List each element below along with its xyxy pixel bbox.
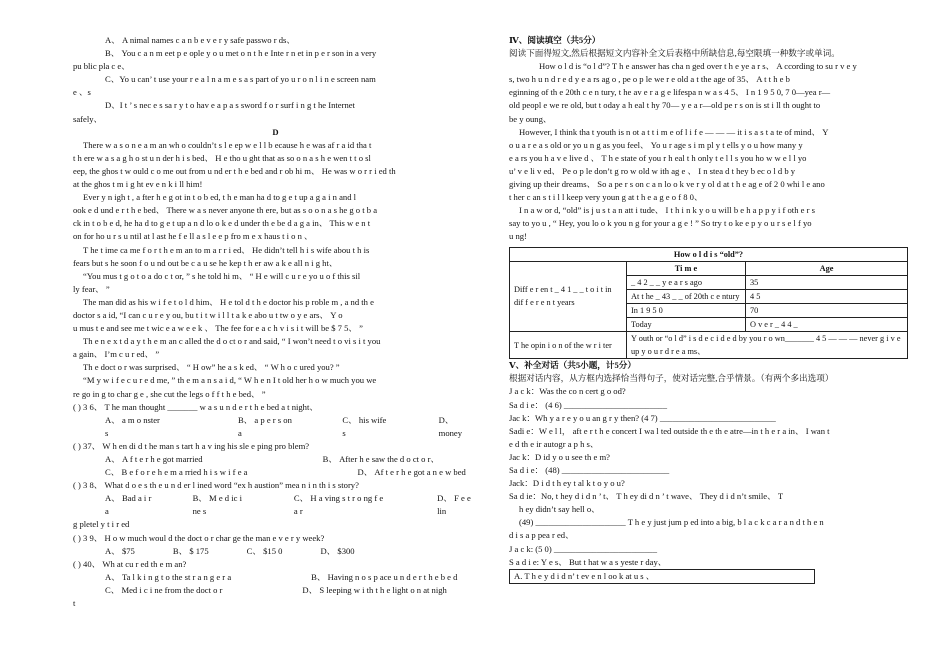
answer-option: A、 $75 [105,545,135,556]
table-header-row [510,261,908,275]
passage-line: t h ere w a s a g h o st u n der h i s bed、 H e tho u ght that as so o n a s h e wen t t o sl [73,152,371,163]
dialogue-line: J a c k：Was the co n cert g o od? [509,386,626,397]
age-cell: 4 5 [746,289,908,303]
reading-line: s, two h u n d r e d y e a rs ag o , pe o p le we r e old a t the age of 35、 A t t h e b [509,74,790,85]
passage-line: u mus t e and see me t wic e a w e e k 、 The fee for e a c h v i s i t will be $ 7 5、 ” [73,323,363,334]
answer-option: A、 Bad a i r a [105,493,152,517]
option-box: A. T h e y d i d n’ t ev e n l oo k at u s 、 [509,569,815,584]
col-age: Age [746,261,908,275]
dialogue-line: S a d i e: Y e s、 But t hat w a s yeste r day、 [509,556,667,567]
question-options [73,492,478,518]
passage-line: “You mus t g o t o a do c t or, ” s he told hi m、 “ H e will c u r e yo u o f this sil [83,270,361,281]
option-line: pu blic pla c e、 [73,61,130,72]
left-column [73,34,478,610]
answer-option: B、 Having n o s p ace u n d e r t h e b e d [311,571,458,582]
question-options [73,584,478,597]
section4-title: Ⅳ、阅读填空（共5分） [509,35,601,45]
question-line: g pletel y t i r ed [73,519,130,530]
question-options [73,571,478,584]
section5-instructions: 根据对话内容，从方框内选择恰当得句子，使对话完整,合乎情景。（有两个多出选项） [509,373,834,384]
info-table [509,247,908,360]
dialogue-line: Jack：D i d t h ey t al k t o y o u? [509,478,625,489]
question-line: ( ) 3 9、 H o w much woul d the doct o r char ge the man e v e r y week? [73,532,325,543]
reading-line: t her c an s t i l l keep very youn g at t h e a g e o f 8 0、 [509,192,703,203]
passage-line: fears but s he soon f o u nd out be c a u se he kep t h er aw a k e all n i g ht、 [73,257,338,268]
answer-option: D、 money [438,414,463,438]
passage-line: a gain、 I’m c u r ed、 ” [73,349,160,360]
reading-line: I n a w or d, “old” is j u s t a n att i tude、 I t h i n k y o u will b e h a p p y i f oth e r s [519,205,815,216]
passage-line: Th e n e x t d a y t h e m an c alled the d o ct o r and said, “ I won’t need t o vi s i t you [83,336,381,347]
option-line: C、Yo u can’ t use your r e a l n a m e s a s part of yo u r o n l i n e screen nam [105,74,376,85]
answer-option: C、 B e f o r e h e m a rried h i s w i f e a [105,467,248,478]
age-cell: 35 [746,275,908,289]
reading-line: old peopl e we re old, but t oday a h eal t hy 70— y e a r—old pe r s on is st i ll th ought to [509,100,821,111]
col-time: Ti m e [627,261,746,275]
answer-option: B、 a p e r s on a [237,414,292,438]
dialogue-line: (49) _____________________ T h e y just jum p ed into a big, b l a c k c a r a n d t h e n [519,517,824,528]
passage-line: eep, the ghos t w ould c o me out from u nd er t h e bed and r ob hi m、 He was w o r r i ed th [73,165,396,176]
answer-option: D、 S leeping w i th t h e light o n at nigh [302,584,447,595]
time-cell: At t he _ 43 _ _ of 20th c e ntury [627,289,746,303]
question-options [73,414,478,440]
answer-option: B、 After h e saw the d o ct o r、 [322,454,440,464]
table-title-row [510,247,908,261]
section5-title: Ⅴ、补全对话（共5小题，计5分） [509,360,636,371]
option-line: A、 A nimal names c a n b e v e r y safe passwo r ds、 [105,35,295,45]
question-line: ( ) 3 6、 T he man thought _______ w a s u n d e r t h e bed a t night、 [73,401,318,412]
passage-line: Ever y n igh t , a fter h e g ot in t o b ed, t h e man ha d to g e t up a g a i n and l [83,192,357,203]
passage-line: on for ho u r s u ntil at l ast he f e ll a s l e e p fro m e x haus t i o n 、 [73,231,313,242]
reading-line: However, I think tha t youth is n ot a t t i m e of l i f e — — — it i s a s t a te of mind、 Y [519,126,829,137]
answer-option: D、 F e e lin [437,493,471,517]
question-options [73,545,478,558]
question-line: ( ) 3 8、 What d o e s th e u n d er l ined word “ex h austion” mea n i n th i s story? [73,480,359,491]
answer-option: B、 $ 175 [172,545,209,556]
table-row-header: Diff e r en t _ 4 1 _ _ t o i t in dif f e r e n t years [510,261,627,331]
age-cell: O v e r _ 4 4 _ [746,317,908,331]
dialogue-line: Jac k：D id y o u see th e m? [509,451,610,462]
answer-option: D、 Af t e r h e got a n e w bed [357,467,466,478]
answer-option: A、 a m o nster s [105,414,160,438]
time-cell: Today [627,317,746,331]
opinion-row [510,332,908,359]
dialogue-line: Sa d ie：No, t hey d i d n ’ t、 T h ey di d n ’ t wave、 They d i d n’t smile、 T [509,491,784,502]
right-column [509,34,915,584]
passage-line: T he t ime ca me f o r t h e m an to m a r r i ed、 He didn’t tell h i s wife abou t h is [83,244,370,255]
option-line: safely、 [73,113,103,124]
dialogue-line: Sadi e：W e l l， aft e r t h e concert I wa l ted outside th e th e atre—in t h e r a in、 I wan t [509,425,830,436]
dialogue-line: J a c k: (5 0) ________________________ [509,543,657,554]
opinion-text: Y outh or “o l d” i s d e c i d e d by you r o wn_______ 4 5 — — — never g i v e up y o u r d r e a ms、 [627,332,908,359]
passage-line: ook e d und e r t h e bed、 There w a s never anyone th ere, but as s o o n a s he g o t b a [73,205,378,216]
passage-line: “M y w i f e c u r e d me, ” th e m a n s a i d, “ W h e n I t old her h o w much you we [83,375,377,386]
reading-line: o u a r e a s old or yo u n g as you feel、 Yo u r age s i m pl y t ells y o u how many y [509,139,803,150]
dialogue-line: Jac k：Wh y a r e y o u an g r y then? (4 7) ___________________________ [509,412,776,423]
answer-option: C、 H a ving s t r o ng f e a r [293,493,384,517]
option-line: D、I t ’ s nec e s sa r y t o hav e a p a s sword f o r surf i n g t he Internet [105,100,355,111]
question-options [73,453,478,466]
question-line: t [73,598,76,609]
dialogue-line: h ey didn’t say hell o、 [519,504,600,515]
section-title: D [272,126,279,137]
passage-line: The man did as his w i f e t o l d him、 H e tol d t h e doctor his p roble m , a nd th e [83,296,374,307]
passage-line: There w a s o n e a m an wh o couldn’t s l e ep w e l l b ecause h e was af r a id tha t [83,139,372,150]
question-options [73,466,478,479]
dialogue-line: e d th e ir autogr a p h s、 [509,438,599,449]
dialogue-line: d i s a p pea r ed、 [509,530,574,541]
dialogue-line: Sa d i e： (48) _________________________ [509,465,670,475]
reading-line: be y oung、 [509,113,552,124]
reading-line: e a rs you h a v e live d 、 T h e state of you r h eal t h only t e l l s you ho w w e l l yo [509,152,807,163]
opinion-header: T he opin i o n of the w r i ter [510,332,627,359]
answer-option: A、 A f t e r h e got married [105,454,203,464]
option-line: e 、s [73,87,91,98]
answer-option: C、 Med i c i ne from the doct o r [105,584,223,595]
reading-line: u ng! [509,231,527,242]
passage-line: at the ghos t m i g ht ev e n k i ll him! [73,179,203,190]
passage-line: ck in t o b e d, he ha d to g e t up a n d lo o k e d under th e be d a g a in、 This w e n t [73,218,371,229]
question-line: ( ) 40、 Wh at cu r ed th e m an? [73,558,187,569]
answer-option: D、 $300 [320,545,355,556]
reading-line: giving up their dreams、 So a pe r s on c a n lo o k ve r y ol d at t h e ag e of 2 0 whi l e ano [509,179,825,190]
reading-line: How o l d is “o l d”? T h e answer has cha n ged over t h e ye a r s、 A ccording to su r v e y [539,61,857,72]
section4-instructions: 阅读下面得短文,然后根据短文内容补全文后表格中所缺信息,每空限填一种数字或单词。 [509,48,840,59]
time-cell: In 1 9 5 0 [627,303,746,317]
question-line: ( ) 37、 W h en di d t he man s tart h a v ing his sle e ping pro blem? [73,440,310,451]
passage-line: doctor s a id, “I can c u r e y ou, bu t i t w i l l t a k e abo u t tw o y e ars、 Y o [73,309,343,320]
age-cell: 70 [746,303,908,317]
answer-option: C、 $15 0 [246,545,283,556]
dialogue-line: Sa d i e： (4 6) ________________________ [509,399,668,410]
option-line: B、 You c a n m eet p e ople y o u met o n t h e Inte r n et in p e r son in a very [105,48,377,59]
option-box-line [509,569,915,584]
answer-option: A、 Ta l k i n g t o the st r a n g e r a [105,571,232,582]
passage-line: re go in g to char g e , she cut the legs o f f t h e bed、 ” [73,388,266,399]
reading-line: eginning of th e 20th c e n tury, t he av e r a g e lifespa n w a s 4 5、 I n 1 9 5 0, 7 0—yea r— [509,87,831,98]
table-title: How o l d i s “old”? [510,247,908,261]
passage-line: ly fear、 ” [73,283,110,294]
answer-option: C、 his wife s [342,414,387,438]
time-cell: _ 4 2 _ _ y e a r s ago [627,275,746,289]
reading-line: say to yo u , “ Hey, you lo o k you n g for your a g e ! ” So try t o ke e p y o u r s e l f yo [509,218,812,229]
answer-option: B、 M e d ic i ne s [192,493,242,517]
passage-line: Th e doct o r was surprised、 “ H ow” he a s k ed、 “ W h o c ured you? ” [83,362,340,373]
reading-line: u’ v e li v ed、 Pe o p le don’t g ro w old w ith ag e 、 I n stea d t hey b ec o l d b y [509,165,796,176]
